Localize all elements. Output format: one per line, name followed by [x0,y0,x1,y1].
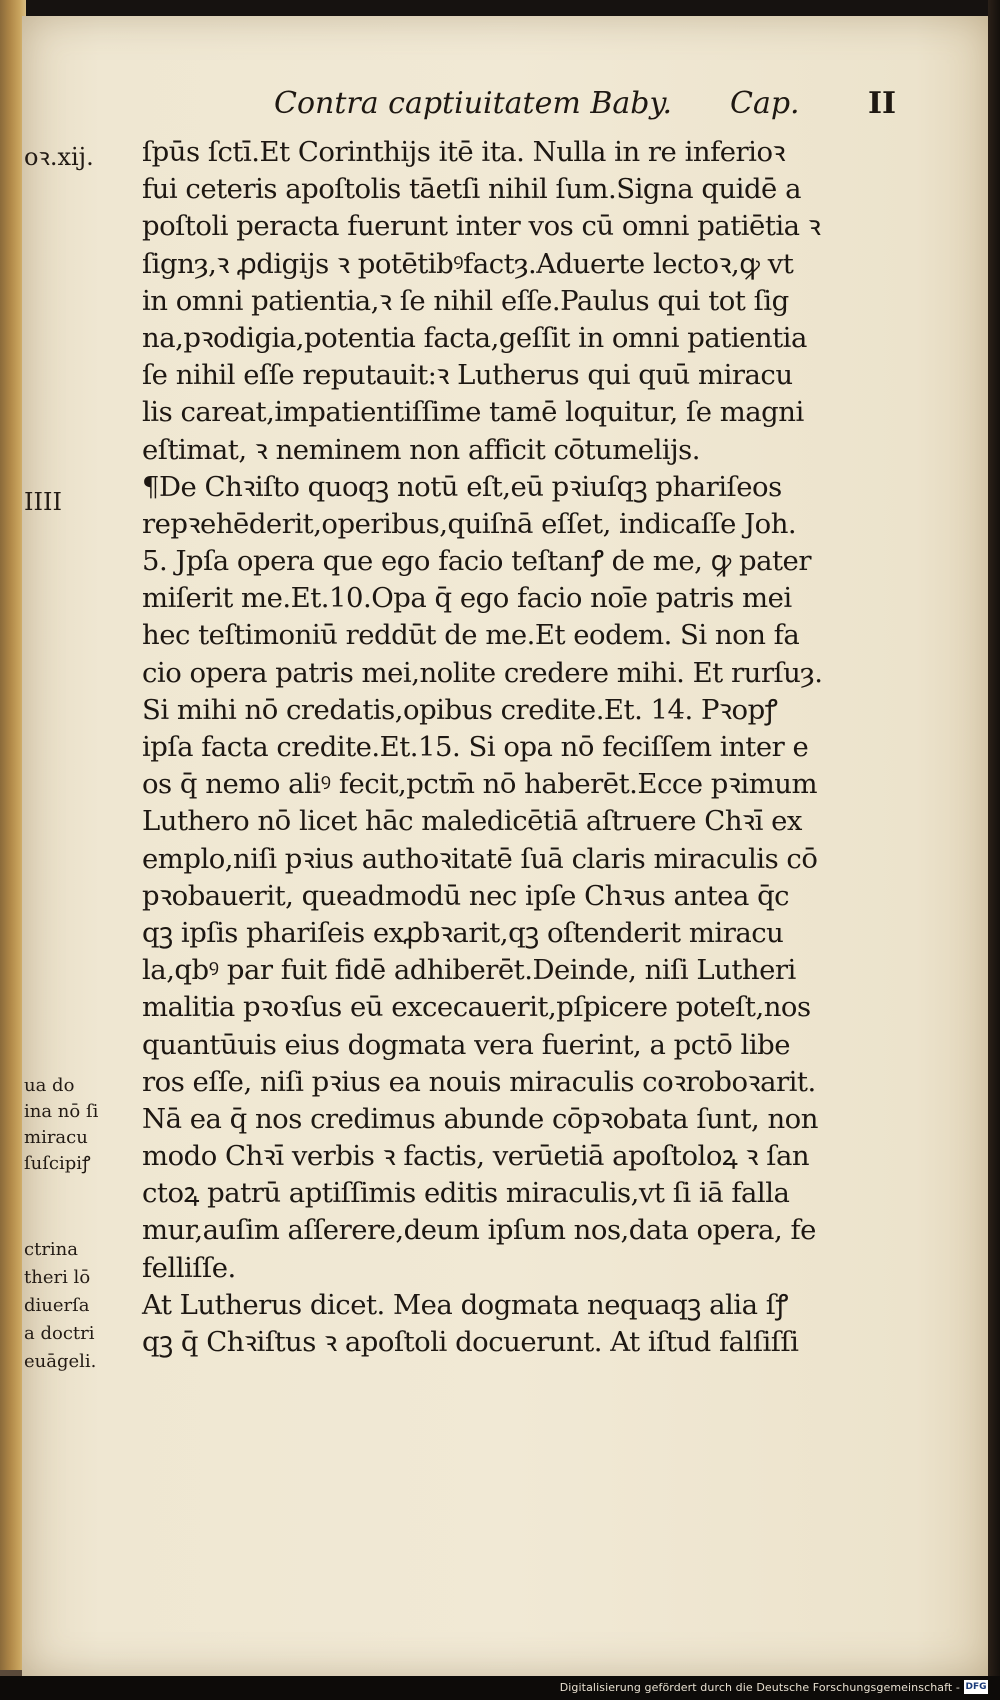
text-line: na,pꝛodigia,potentia facta,geſſit in omni patientia [142,321,807,354]
text-line: Luthero nō licet hāc maledicētiā aſtruere Chꝛī ex [142,805,802,838]
text-line: 5. Jpſa opera que ego facio teſtanꝭ de me, ꝙ pater [142,545,811,578]
margin-gloss-line: theri lō [24,1267,91,1288]
body-text [142,134,922,1361]
text-line: qꝫ q̄ Chꝛiſtus ꝛ apoſtoli docuerunt. At iſtud falſiſſi [142,1326,799,1358]
margin-gloss-line: ſuſcipiꝭ [24,1153,91,1174]
margin-reference: oꝛ.xij. [24,143,94,171]
margin-gloss-line: a doctri [24,1323,95,1344]
scan-right-border [988,0,1000,1700]
text-line: Nā ea q̄ nos credimus abunde cōpꝛobata ſunt, non [142,1102,818,1135]
digitization-credit: Digitalisierung gefördert durch die Deutsche Forschungsgemeinschaft - [559,1681,960,1694]
text-line: pꝛobauerit, queadmodū nec ipſe Chꝛus antea q̄c [142,879,790,912]
text-line: modo Chꝛī verbis ꝛ factis, verūetiā apoſtoloꝝ ꝛ ſan [142,1140,810,1173]
text-line: felliſſe. [142,1251,236,1284]
text-line: poſtoli peracta fuerunt inter vos cū omni patiētia ꝛ [142,210,821,243]
chapter-label: Cap. [730,86,800,121]
margin-gloss-line: ua do [24,1075,75,1096]
text-line: in omni patientia,ꝛ ſe nihil eſſe.Paulus qui tot ſig [142,284,789,317]
text-line: ros eſſe, niſi pꝛius ea nouis miraculis coꝛroboꝛarit. [142,1065,816,1098]
text-line: mur,auſim aſſerere,deum ipſum nos,data opera, fe [142,1214,816,1247]
text-line: hec teſtimoniū reddūt de me.Et eodem. Si non fa [142,619,800,652]
dfg-logo: DFG [965,1682,987,1692]
margin-gloss-line: ctrina [24,1239,78,1260]
text-line: ſignȝ,ꝛ ꝓdigijs ꝛ potētibꝰfactȝ.Aduerte lectoꝛ,ꝙ vt [142,247,794,280]
margin-gloss-line: ina nō ſi [24,1101,99,1122]
text-line: ſpūs ſctī.Et Corinthijs itē ita. Nulla in re inferioꝛ [142,136,786,168]
text-line: ipſa facta credite.Et.15. Si opa nō feciſſem inter e [142,731,809,763]
text-line: fui ceteris apoſtolis tāetſi nihil ſum.Signa quidē a [142,173,801,206]
margin-gloss-line: euāgeli. [24,1351,97,1372]
text-line: ctoꝝ patrū aptiſſimis editis miraculis,vt ſi iā falla [142,1177,790,1210]
text-line: Si mihi nō credatis,opibus credite.Et. 14. Pꝛopꝭ [142,693,778,726]
page-number: II [868,86,897,121]
text-line: ¶De Chꝛiſto quoqꝫ notū eſt,eū pꝛiuſqꝫ phariſeos [142,470,782,503]
text-line: emplo,niſi pꝛius authoꝛitatē ſuā claris miraculis cō [142,842,818,875]
text-line: cio opera patris mei,nolite credere mihi. Et rurſuȝ. [142,656,823,689]
text-line: la,qbꝰ par fuit fidē adhiberēt.Deinde, niſi Lutheri [142,954,796,987]
text-line: ſe nihil eſſe reputauit:ꝛ Lutherus qui quū miracu [142,359,793,392]
margin-gloss-line: diuerſa [24,1295,90,1316]
text-line: miſerit me.Et.10.Opa q̄ ego facio noīe patris mei [142,582,792,615]
margin-section-number: IIII [24,488,62,516]
text-line: malitia pꝛoꝛſus eū excecauerit,pſpicere poteſt,nos [142,991,811,1024]
text-line: qꝫ ipſis phariſeis exꝓbꝛarit,qꝫ oſtenderit miracu [142,916,784,949]
text-line: At Lutherus dicet. Mea dogmata nequaqꝫ alia ſꝭ [142,1288,788,1321]
running-header [270,82,930,128]
text-line: lis careat,impatientiſſime tamē loquitur, ſe magni [142,396,804,429]
text-line: quantūuis eius dogmata vera fuerint, a pctō libe [142,1028,791,1061]
text-line: repꝛehēderit,operibus,quiſnā eſſet, indicaſſe Joh. [142,507,797,540]
running-title: Contra captiuitatem Baby. [274,86,672,121]
text-line: eſtimat, ꝛ neminem non afficit cōtumelijs. [142,433,701,466]
text-line: os q̄ nemo aliꝰ fecit,pctm̄ nō haberēt.Ecce pꝛimum [142,768,818,801]
margin-gloss-line: miracu [24,1127,88,1148]
